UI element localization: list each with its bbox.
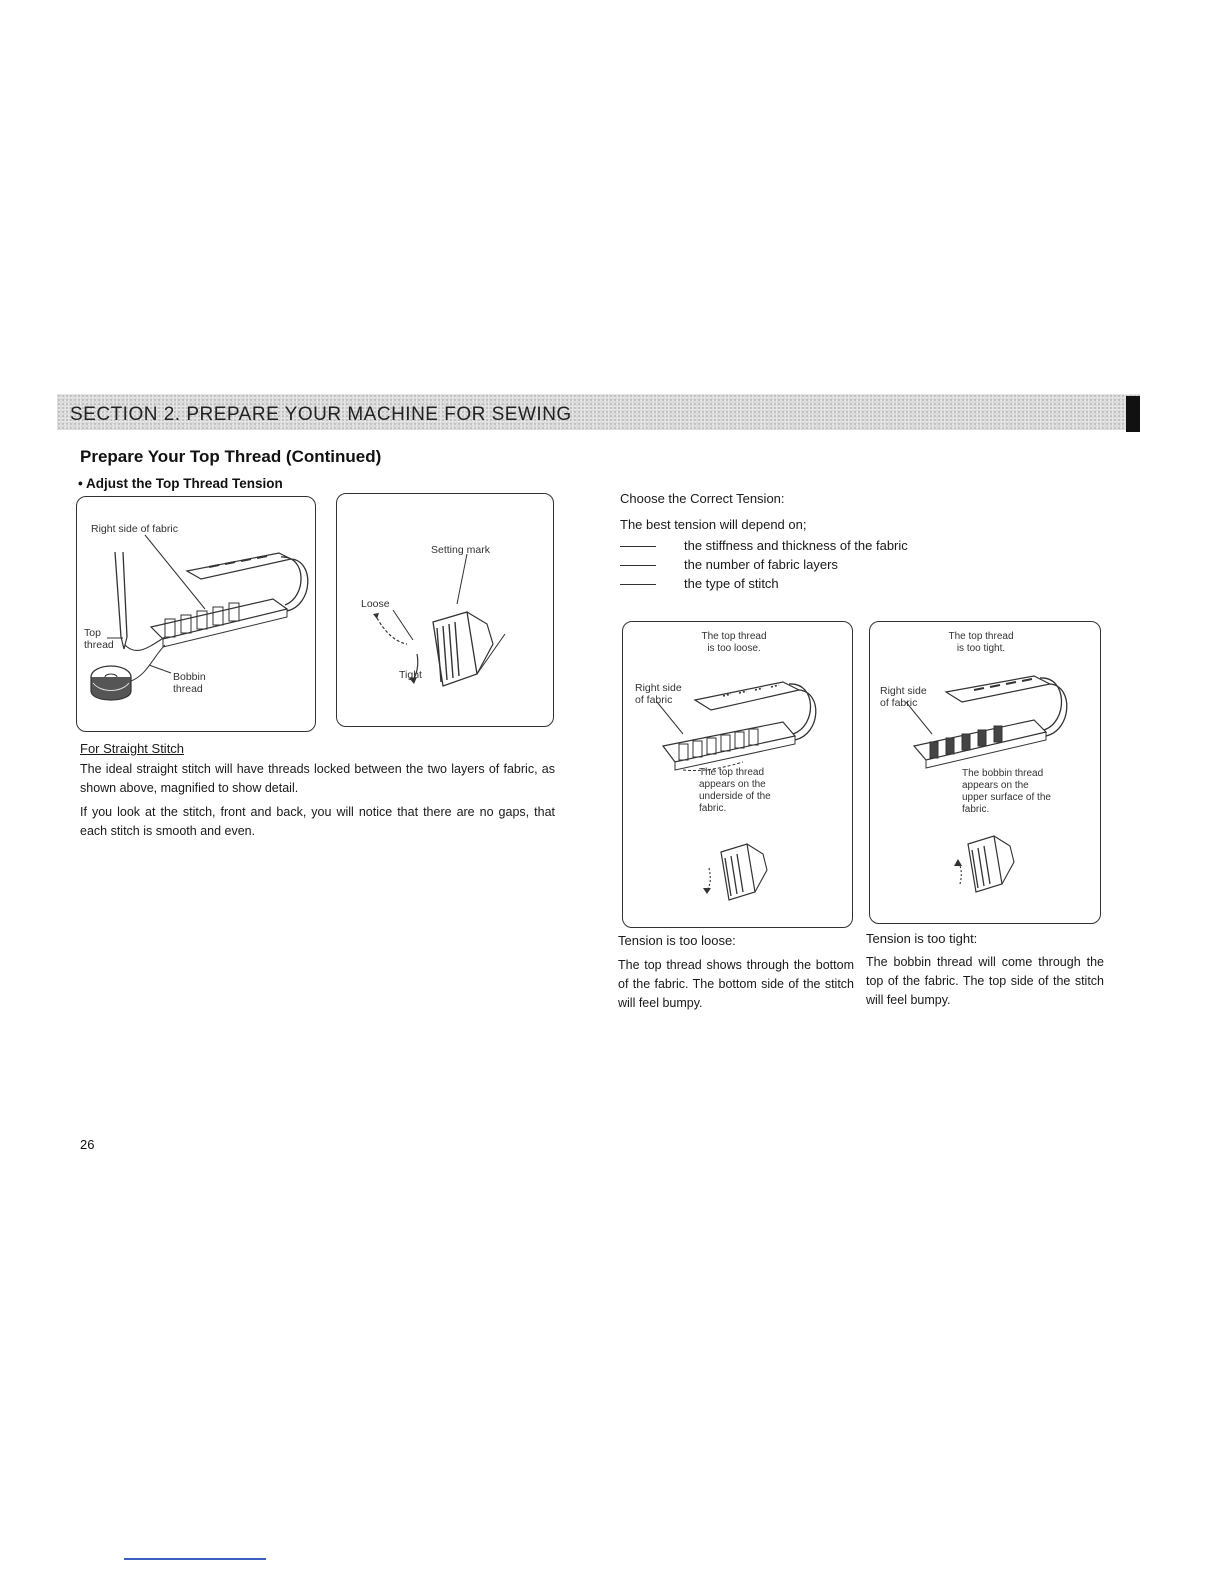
loose-right-side-label-line2: of fabric bbox=[635, 694, 673, 706]
loose-tension-figure bbox=[622, 621, 853, 928]
loose-top-caption-line1: The top thread bbox=[701, 631, 767, 642]
tension-factor-2: the number of fabric layers bbox=[620, 557, 838, 572]
right-side-of-fabric-label: Right side of fabric bbox=[91, 523, 178, 535]
straight-stitch-paragraph-2: If you look at the stitch, front and back, you will notice that there are no gaps, that each stitch is smooth and even. bbox=[80, 805, 555, 838]
tight-right-side-label-line1: Right side bbox=[880, 685, 927, 697]
footer-rule bbox=[124, 1558, 266, 1560]
tight-tension-figure bbox=[869, 621, 1101, 924]
tension-dial-figure bbox=[336, 493, 554, 727]
dash-marker bbox=[620, 565, 656, 566]
thread-illustration-figure bbox=[76, 496, 316, 732]
loose-bottom-caption-line1: The top thread bbox=[699, 767, 765, 778]
loose-bottom-caption-line2: appears on the bbox=[699, 779, 766, 790]
tension-factor-3: the type of stitch bbox=[620, 576, 779, 591]
dash-marker bbox=[620, 584, 656, 585]
section-tab-marker bbox=[1126, 396, 1140, 432]
tight-bottom-caption-line3: upper surface of the bbox=[962, 792, 1051, 803]
tight-tension-heading: Tension is too tight: bbox=[866, 931, 978, 946]
loose-bottom-caption-line4: fabric. bbox=[699, 803, 727, 814]
tight-bottom-caption-line2: appears on the bbox=[962, 780, 1029, 791]
tight-label: Tight bbox=[399, 669, 422, 681]
tension-intro: The best tension will depend on; bbox=[620, 517, 807, 532]
loose-label: Loose bbox=[361, 598, 390, 610]
loose-bottom-caption-line3: underside of the bbox=[699, 791, 771, 802]
page-number: 26 bbox=[80, 1137, 95, 1152]
dash-marker bbox=[620, 546, 656, 547]
loose-top-caption-line2: is too loose. bbox=[707, 643, 761, 654]
tight-bottom-caption-line1: The bobbin thread bbox=[962, 768, 1044, 779]
tension-heading: Choose the Correct Tension: bbox=[620, 491, 785, 506]
loose-tension-text: The top thread shows through the bottom of the fabric. The bottom side of the stitch will feel bumpy. bbox=[618, 958, 854, 1010]
straight-stitch-heading: For Straight Stitch bbox=[80, 741, 185, 756]
tension-dial-illustration bbox=[337, 494, 553, 726]
top-thread-label-line1: Top bbox=[84, 627, 101, 639]
tight-tension-text: The bobbin thread will come through the top of the fabric. The top side of the stitch will feel bumpy. bbox=[866, 955, 1104, 1007]
bobbin-thread-label-line2: thread bbox=[173, 683, 203, 695]
page-subtitle: Prepare Your Top Thread (Continued) bbox=[80, 447, 382, 466]
section-title: SECTION 2. PREPARE YOUR MACHINE FOR SEWING bbox=[70, 404, 572, 425]
straight-stitch-paragraph-1: The ideal straight stitch will have threads locked between the two layers of fabric, as shown above, magnified to show detail. bbox=[80, 762, 555, 795]
bullet-heading: • Adjust the Top Thread Tension bbox=[78, 476, 283, 491]
tight-bottom-caption-line4: fabric. bbox=[962, 804, 990, 815]
tension-factor-1: the stiffness and thickness of the fabric bbox=[620, 538, 908, 553]
bobbin-thread-label-line1: Bobbin bbox=[173, 671, 206, 683]
setting-mark-label: Setting mark bbox=[431, 544, 490, 556]
loose-tension-heading: Tension is too loose: bbox=[618, 933, 736, 948]
loose-right-side-label-line1: Right side bbox=[635, 682, 682, 694]
top-thread-label-line2: thread bbox=[84, 639, 114, 651]
tight-top-caption-line1: The top thread bbox=[948, 631, 1014, 642]
tight-right-side-label-line2: of fabric bbox=[880, 697, 918, 709]
tight-top-caption-line2: is too tight. bbox=[956, 643, 1006, 654]
